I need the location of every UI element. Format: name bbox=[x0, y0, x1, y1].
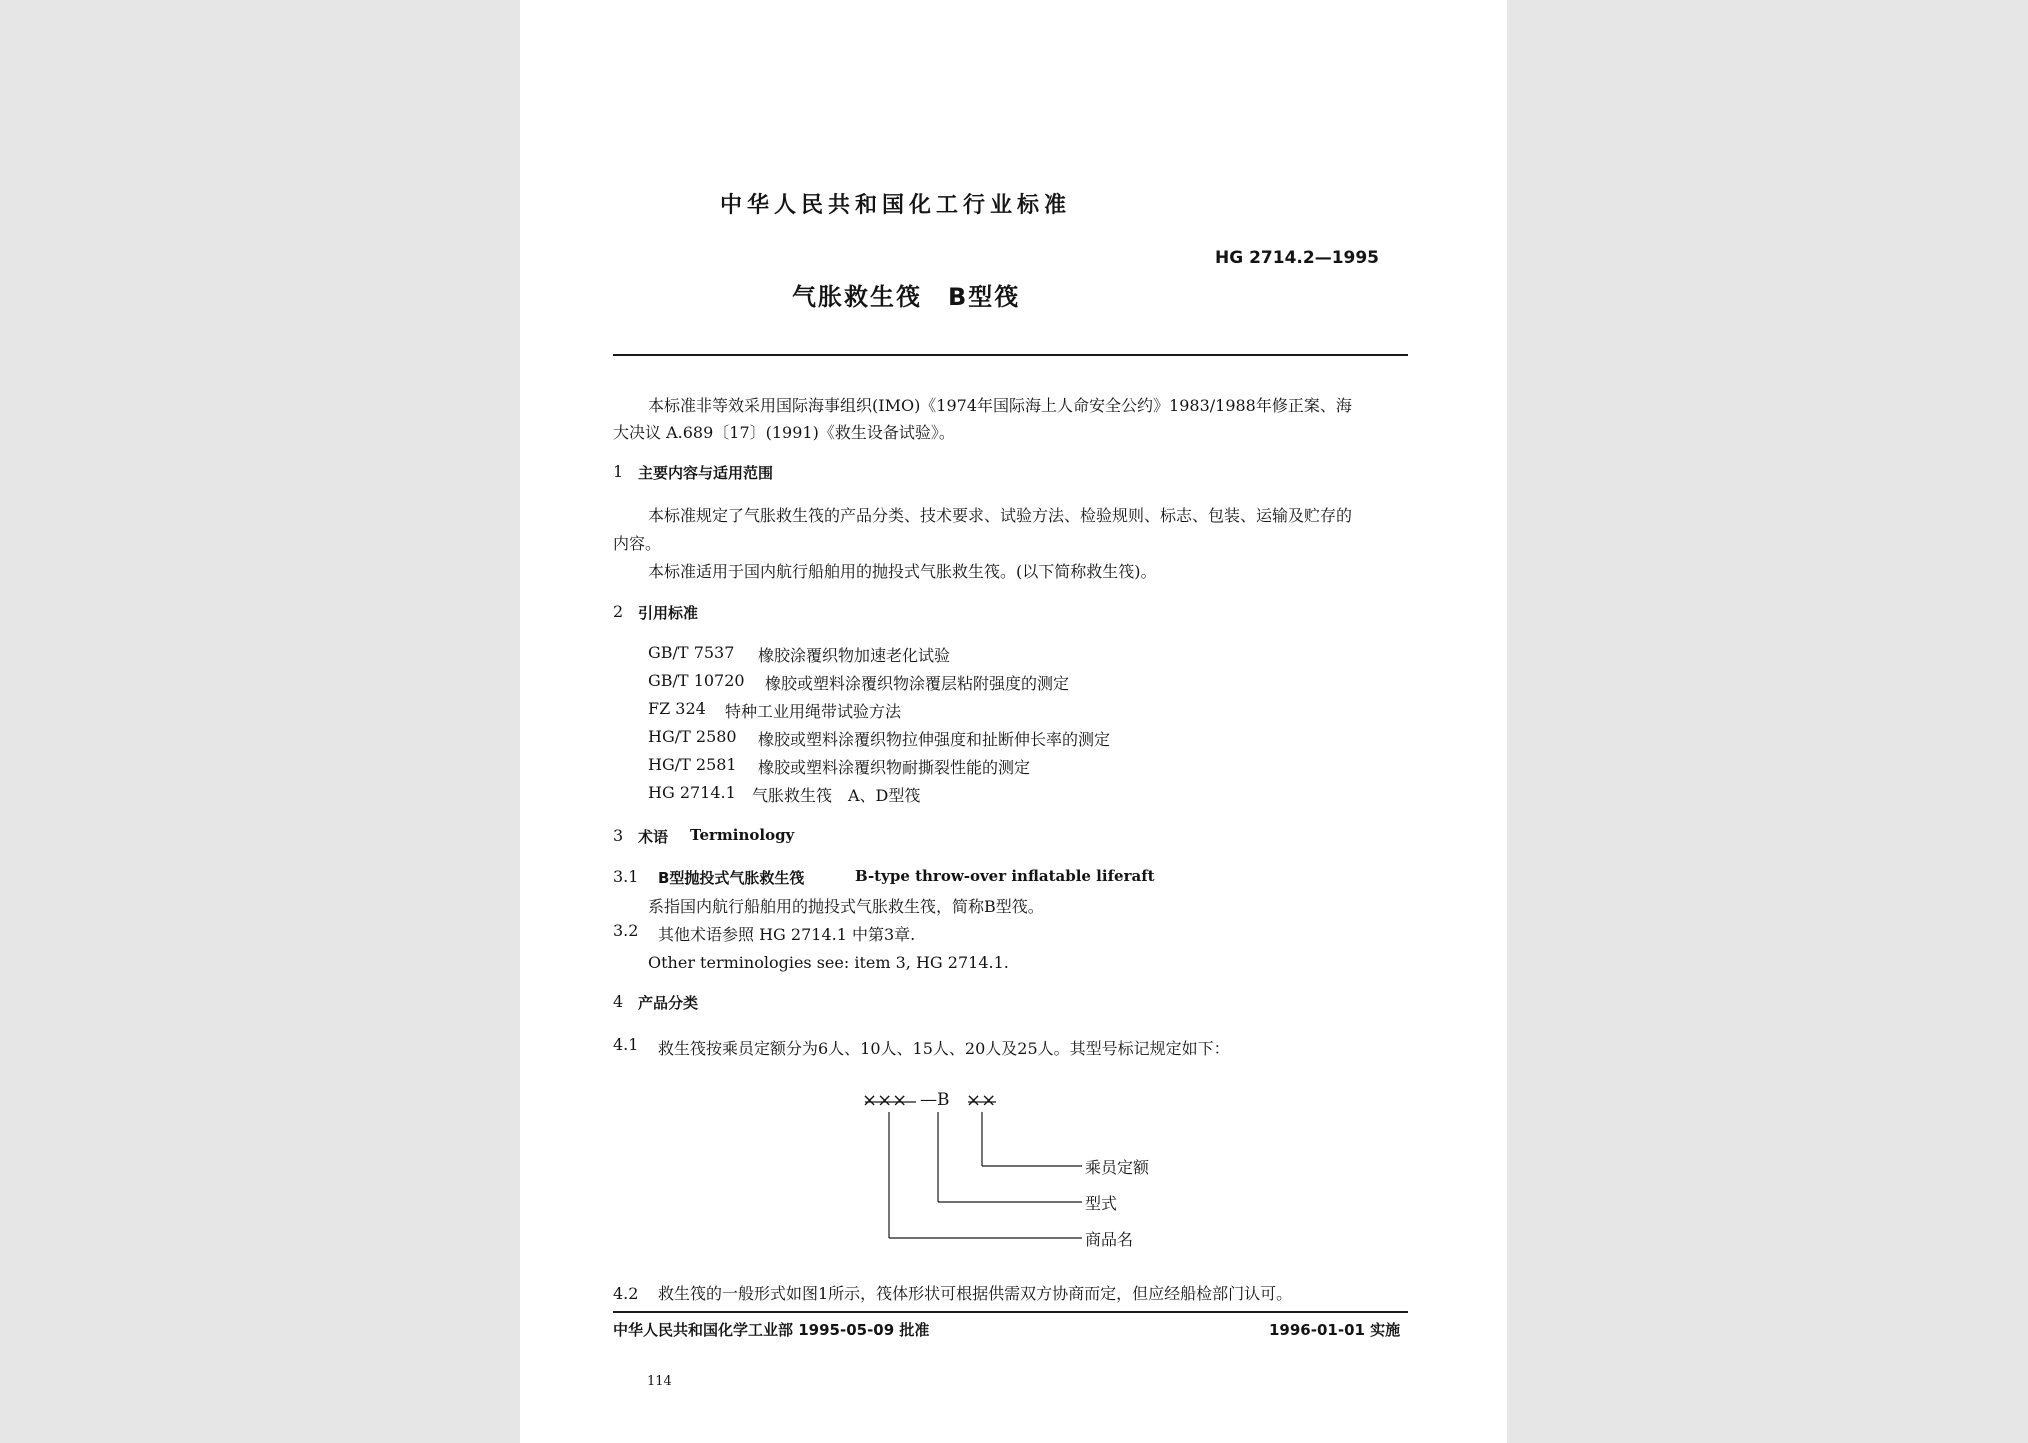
designation-mark-name: ××× bbox=[862, 1090, 908, 1111]
section-3-2-text-en: Other terminologies see: item 3, HG 2714.1. bbox=[648, 953, 1009, 972]
section-1-para-1-line-2: 内容。 bbox=[613, 534, 662, 553]
section-4-number: 4 bbox=[613, 992, 624, 1011]
section-4-1-number: 4.1 bbox=[613, 1035, 639, 1054]
designation-mark-type: —B bbox=[920, 1090, 950, 1110]
ref-title: 橡胶或塑料涂覆织物涂覆层粘附强度的测定 bbox=[765, 674, 1070, 693]
section-4-2-text: 救生筏的一般形式如图1所示，筏体形状可根据供需双方协商而定，但应经船检部门认可。 bbox=[658, 1284, 1293, 1303]
ref-code: HG/T 2581 bbox=[648, 755, 737, 774]
ref-title: 气胀救生筏 A、D型筏 bbox=[752, 786, 921, 805]
section-4-2-number: 4.2 bbox=[613, 1284, 639, 1303]
effective-date: 1996-01-01 实施 bbox=[1269, 1321, 1401, 1339]
approval-date: 中华人民共和国化学工业部 1995-05-09 批准 bbox=[613, 1321, 930, 1339]
section-1-para-1-line-1: 本标准规定了气胀救生筏的产品分类、技术要求、试验方法、检验规则、标志、包装、运输及贮存的 bbox=[648, 506, 1353, 525]
section-3-2-text: 其他术语参照 HG 2714.1 中第3章. bbox=[658, 925, 916, 944]
section-3-2-number: 3.2 bbox=[613, 921, 639, 940]
intro-line-1: 本标准非等效采用国际海事组织(IMO)《1974年国际海上人命安全公约》1983/1988年修正案、海 bbox=[648, 396, 1352, 415]
page-number: 114 bbox=[647, 1374, 672, 1389]
ref-title: 橡胶或塑料涂覆织物耐撕裂性能的测定 bbox=[758, 758, 1031, 777]
section-2-number: 2 bbox=[613, 602, 624, 621]
ref-code: HG 2714.1 bbox=[648, 783, 736, 802]
intro-line-2: 大决议 A.689〔17〕(1991)《救生设备试验》。 bbox=[613, 423, 955, 442]
ref-code: FZ 324 bbox=[648, 699, 706, 718]
designation-mark-capacity: ×× bbox=[966, 1090, 997, 1111]
section-3-1-number: 3.1 bbox=[613, 867, 639, 886]
section-3-title: 术语 bbox=[638, 828, 669, 846]
ref-code: GB/T 10720 bbox=[648, 671, 745, 690]
ref-title: 特种工业用绳带试验方法 bbox=[725, 702, 902, 721]
label-capacity: 乘员定额 bbox=[1085, 1158, 1150, 1177]
standard-category-title: 中华人民共和国化工行业标准 bbox=[720, 193, 1072, 218]
section-1-title: 主要内容与适用范围 bbox=[638, 464, 774, 482]
ref-code: GB/T 7537 bbox=[648, 643, 735, 662]
section-3-1-text: 系指国内航行船舶用的抛投式气胀救生筏，简称B型筏。 bbox=[648, 897, 1044, 916]
ref-code: HG/T 2580 bbox=[648, 727, 737, 746]
ref-title: 橡胶涂覆织物加速老化试验 bbox=[758, 646, 951, 665]
section-3-title-en: Terminology bbox=[690, 826, 795, 844]
document-title: 气胀救生筏 B型筏 bbox=[792, 283, 1021, 311]
designation-diagram-lines bbox=[520, 0, 1507, 1443]
section-3-1-title: B型抛投式气胀救生筏 bbox=[658, 869, 805, 887]
document-page bbox=[520, 0, 1507, 1443]
label-product-name: 商品名 bbox=[1085, 1230, 1134, 1249]
standard-code: HG 2714.2—1995 bbox=[1215, 248, 1380, 268]
section-3-number: 3 bbox=[613, 826, 624, 845]
label-type: 型式 bbox=[1085, 1194, 1118, 1213]
section-4-title: 产品分类 bbox=[638, 994, 699, 1012]
section-2-title: 引用标准 bbox=[638, 604, 699, 622]
section-1-para-2: 本标准适用于国内航行船舶用的抛投式气胀救生筏。(以下简称救生筏)。 bbox=[648, 562, 1157, 581]
section-4-1-text: 救生筏按乘员定额分为6人、10人、15人、20人及25人。其型号标记规定如下： bbox=[658, 1039, 1230, 1058]
section-1-number: 1 bbox=[613, 462, 624, 481]
section-3-1-title-en: B-type throw-over inflatable liferaft bbox=[855, 867, 1155, 885]
footer-rule bbox=[613, 1311, 1408, 1313]
ref-title: 橡胶或塑料涂覆织物拉伸强度和扯断伸长率的测定 bbox=[758, 730, 1111, 749]
